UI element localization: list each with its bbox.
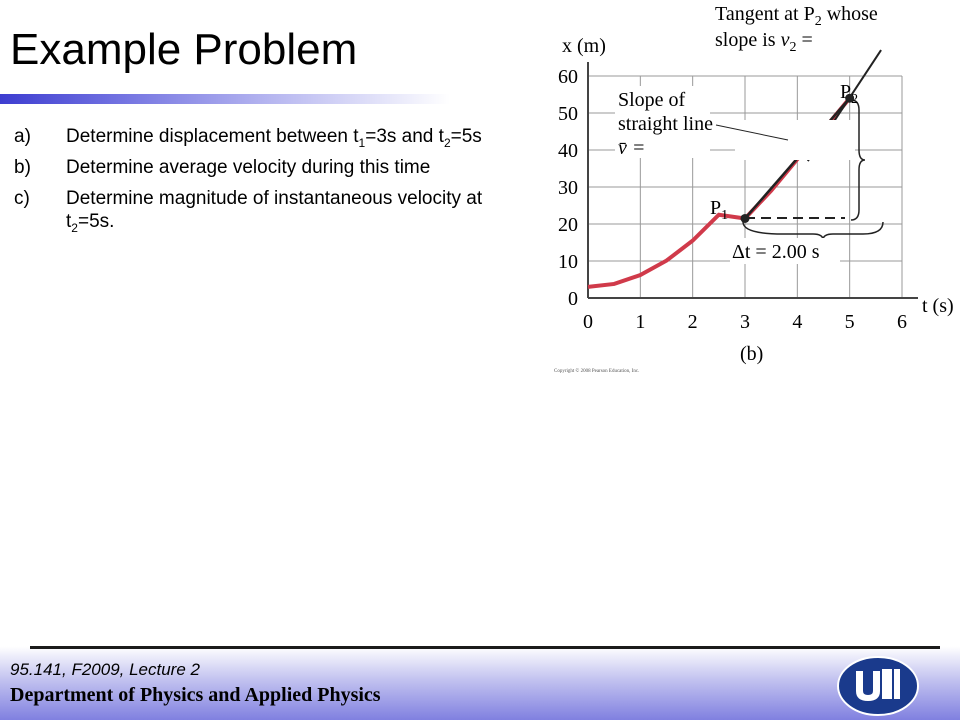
x-tick-label: 0 xyxy=(583,311,593,333)
x-tick-label: 2 xyxy=(687,311,698,333)
y-tick-label: 0 xyxy=(568,288,578,310)
problem-marker: c) xyxy=(14,188,30,209)
tangent-label-line1: Tangent at $P_2$ whose xyxy=(715,3,878,29)
x-tick-label: 5 xyxy=(844,311,855,333)
y-axis-label: x (m) xyxy=(562,35,606,57)
x-tick-label: 6 xyxy=(897,311,907,333)
department-name: Department of Physics and Applied Physics xyxy=(10,684,381,706)
problem-marker: b) xyxy=(14,157,31,178)
x-tick-label: 3 xyxy=(740,311,750,333)
y-tick-label: 30 xyxy=(558,177,578,199)
university-logo xyxy=(836,655,920,717)
copyright-notice: Copyright © 2008 Pearson Education, Inc. xyxy=(554,369,640,374)
problem-list xyxy=(14,125,534,241)
point1-label: $P_1$ xyxy=(710,197,729,223)
dt-label: Δt = 2.00 s xyxy=(732,241,820,263)
y-tick-label: 10 xyxy=(558,251,578,273)
y-tick-label: 40 xyxy=(558,140,578,162)
slide-title: Example Problem xyxy=(10,25,358,74)
problem-text: Determine displacement between $t_1=3s$ and $t_2=5s$ xyxy=(66,126,482,150)
slope-label-mask xyxy=(735,120,855,160)
x-tick-label: 4 xyxy=(792,311,803,333)
problem-item-b xyxy=(14,156,534,179)
y-tick-label: 20 xyxy=(558,214,578,236)
x-tick-label: 1 xyxy=(635,311,646,333)
point2-label: $P_2$ xyxy=(840,81,859,107)
position-time-graph xyxy=(540,0,960,380)
x-axis-label: t (s) xyxy=(922,295,954,317)
y-tick-label: 50 xyxy=(558,103,578,125)
figure-annotations xyxy=(554,3,878,374)
logo-stripes-icon xyxy=(882,669,900,699)
problem-item-c xyxy=(14,187,534,233)
problem-text: Determine magnitude of instantaneous velocity at $t_2=5s$. xyxy=(66,188,483,235)
footer-divider xyxy=(30,646,940,649)
tangent-label-line2: slope is $v_2$ = xyxy=(715,29,813,55)
title-underline-bar xyxy=(0,94,450,104)
panel-label: (b) xyxy=(740,343,764,365)
problem-item-a xyxy=(14,125,534,148)
slope-label-line2: straight line xyxy=(618,113,713,135)
slope-label-line3: v̄ = xyxy=(618,137,646,159)
problem-marker: a) xyxy=(14,126,31,147)
dt-brace xyxy=(743,222,883,240)
course-info: 95.141, F2009, Lecture 2 xyxy=(10,660,200,679)
problem-text: Determine average velocity during this time xyxy=(66,157,431,178)
slope-label-line1: Slope of xyxy=(618,89,686,111)
y-tick-label: 60 xyxy=(558,66,578,88)
